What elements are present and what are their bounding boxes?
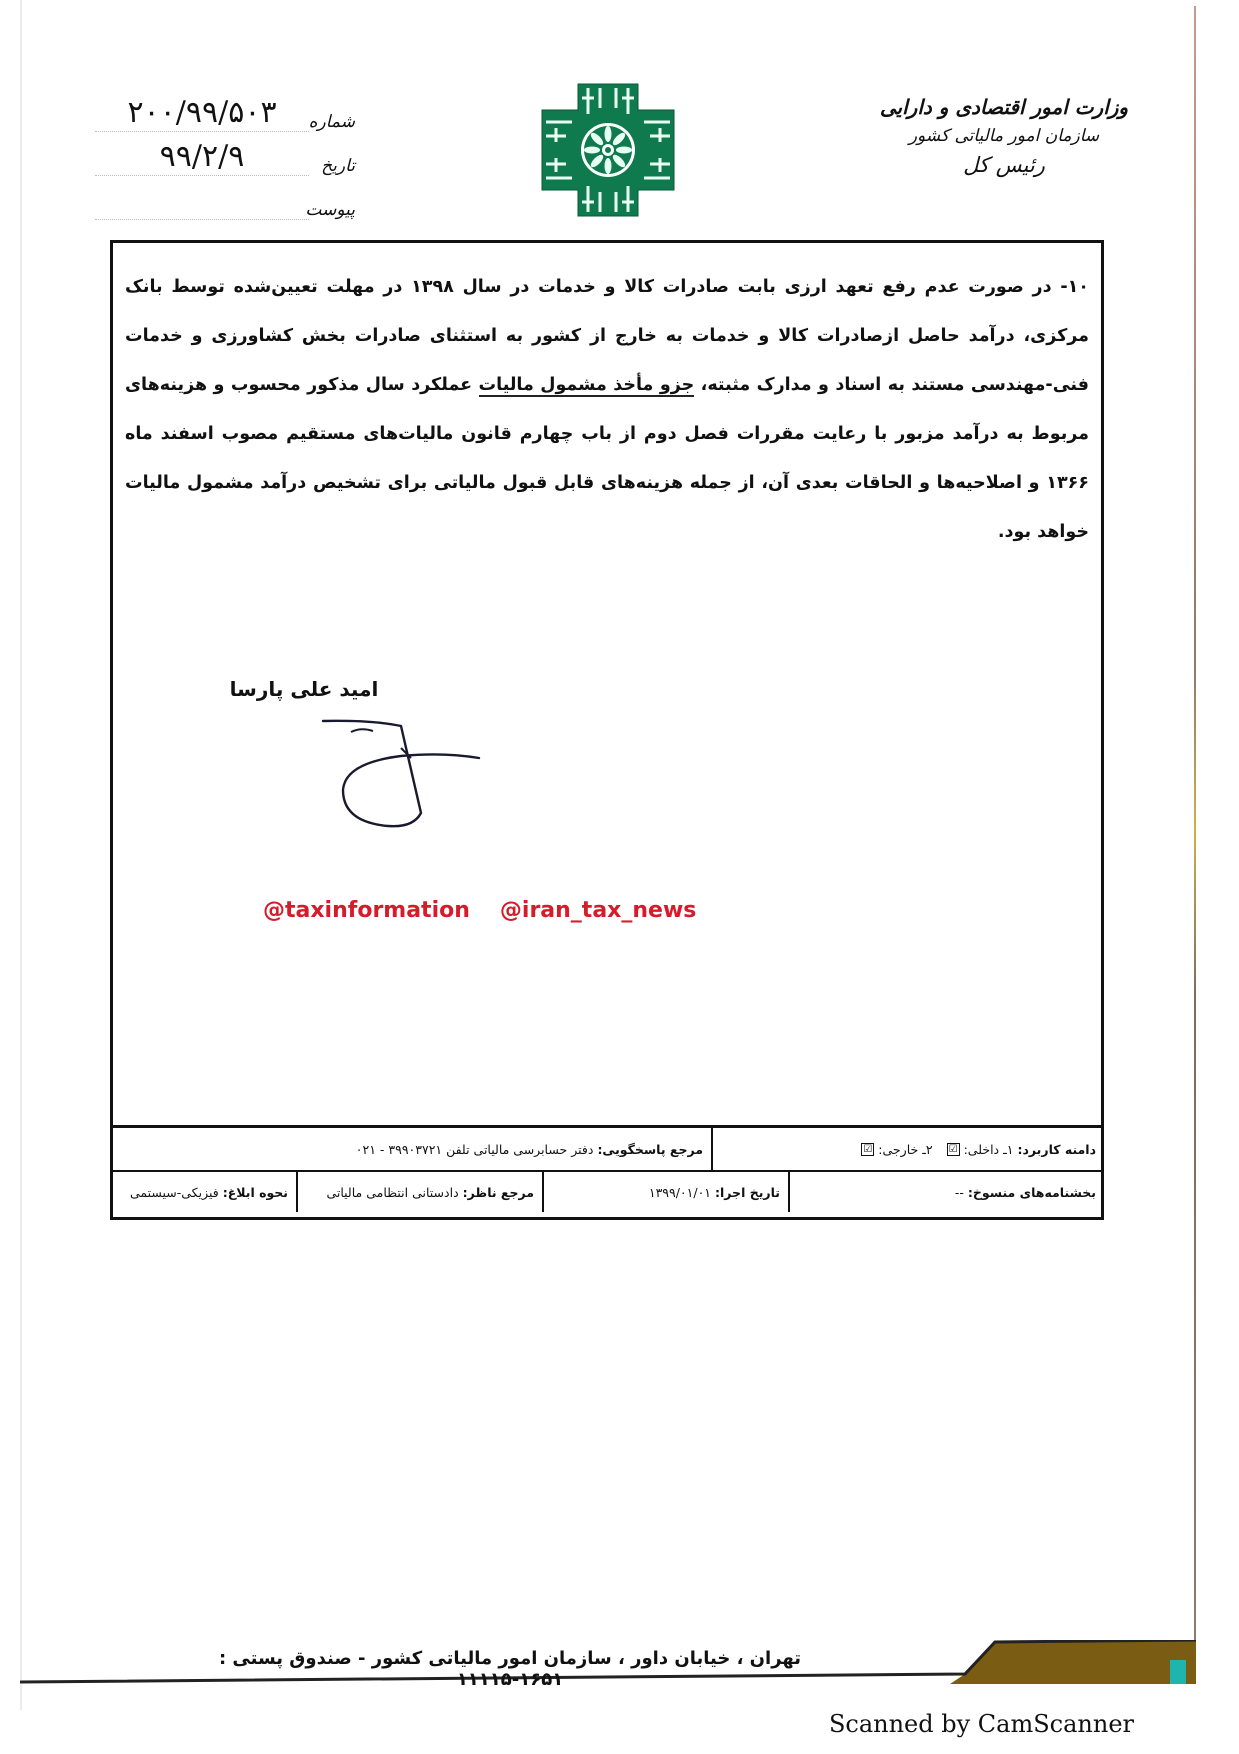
letter-body-frame <box>110 240 1104 1220</box>
scope-cell <box>713 1128 1104 1170</box>
letter-date-value: ۹۹/۲/۹ <box>95 139 309 176</box>
info-row-2 <box>110 1172 1104 1212</box>
watermark-handle: @iran_tax_news <box>499 898 697 923</box>
letter-date-row <box>95 132 355 176</box>
office-title: رئیس کل <box>963 153 1045 178</box>
letter-number-row <box>95 88 355 132</box>
paragraph-text-exception: به استثنای صادرات بخش کشاورزی و خدمات فنی-مهندسی <box>125 326 1089 395</box>
supervisor-label: مرجع ناظر: <box>462 1184 534 1200</box>
scope-external-label: ۲ـ خارجی: <box>878 1141 933 1157</box>
supervisor-value: دادستانی انتظامی مالیاتی <box>326 1184 459 1200</box>
paragraph-10 <box>125 263 1089 557</box>
organization-name: سازمان امور مالیاتی کشور <box>908 126 1100 146</box>
paragraph-text-mid: مستند به اسناد و مدارک مثبته، <box>694 375 971 395</box>
supervisor-cell <box>298 1172 544 1212</box>
delivery-label: نحوه ابلاغ: <box>222 1184 288 1200</box>
execution-date-value: ۱۳۹۹/۰۱/۰۱ <box>648 1184 711 1200</box>
letter-date-label: تاریخ <box>321 156 355 176</box>
scanner-watermark: Scanned by CamScanner <box>828 1710 1134 1738</box>
watermark-handles <box>263 898 863 923</box>
footer-corner-mark <box>1170 1660 1186 1684</box>
footer-address: تهران ، خیابان داور ، سازمان امور مالیاتی کشور - صندوق پستی : ۱۶۵۱-۱۱۱۱۵ <box>218 1648 802 1690</box>
repealed-value: -- <box>954 1184 964 1200</box>
scope-internal-label: ۱ـ داخلی: <box>963 1141 1014 1157</box>
page-left-edge <box>20 0 22 1710</box>
scope-external-checkbox: ☑ <box>861 1143 874 1156</box>
delivery-value: فیزیکی-سیستمی <box>129 1184 219 1200</box>
reference-label: مرجع پاسخگویی: <box>597 1141 703 1157</box>
reference-cell <box>110 1128 713 1170</box>
execution-date-cell <box>544 1172 790 1212</box>
letter-number-label: شماره <box>308 112 355 132</box>
watermark-handle: @taxinformation <box>263 898 470 923</box>
info-row-1 <box>110 1128 1104 1172</box>
scope-internal-checkbox: ☑ <box>947 1143 960 1156</box>
scope-label: دامنه کاربرد: <box>1017 1141 1096 1157</box>
delivery-cell <box>110 1172 298 1212</box>
attachment-label: پیوست <box>305 200 355 220</box>
signature-icon <box>283 718 543 828</box>
letterhead <box>864 92 1144 182</box>
reference-value: دفتر حسابرسی مالیاتی تلفن ۳۹۹۰۳۷۲۱ - ۰۲۱ <box>355 1141 594 1157</box>
letter-meta <box>95 88 355 220</box>
repealed-label: بخشنامه‌های منسوخ: <box>967 1184 1096 1200</box>
ministry-name: وزارت امور اقتصادی و دارایی <box>879 95 1129 119</box>
attachment-row <box>95 176 355 220</box>
execution-date-label: تاریخ اجرا: <box>715 1184 780 1200</box>
attachment-value <box>95 185 309 220</box>
paragraph-text-end: عملکرد سال مذکور محسوب و هزینه‌های مربوط به درآمد مزبور با رعایت مقررات فصل دوم از باب چهارم قانون مالیات‌های مستقیم مصوب اسفند ماه ۱۳۶۶ و اصلاحیه‌ها و الحاقات بعدی آن، از جمله هزینه‌های قابل قبول مالیاتی برای تشخیص درآمد مشمول مالیات خواهد بود. <box>125 375 1089 542</box>
paragraph-text-start: ۱۰- در صورت عدم رفع تعهد ارزی بابت صادرات کالا و خدمات در سال ۱۳۹۸ در مهلت تعیین‌شده توسط بانک مرکزی، درآمد حاصل ازصادرات کالا و خدمات به خارج از کشور <box>125 277 1089 346</box>
letter-number-value: ۲۰۰/۹۹/۵۰۳ <box>95 95 309 132</box>
signatory-name: امید علی پارسا <box>229 677 379 701</box>
page-right-edge <box>1194 6 1196 1656</box>
tax-administration-emblem-icon <box>537 80 679 220</box>
circular-info-table <box>110 1125 1104 1212</box>
paragraph-text-underlined: جزو مأخذ مشمول مالیات <box>478 375 695 395</box>
repealed-cell <box>790 1172 1104 1212</box>
